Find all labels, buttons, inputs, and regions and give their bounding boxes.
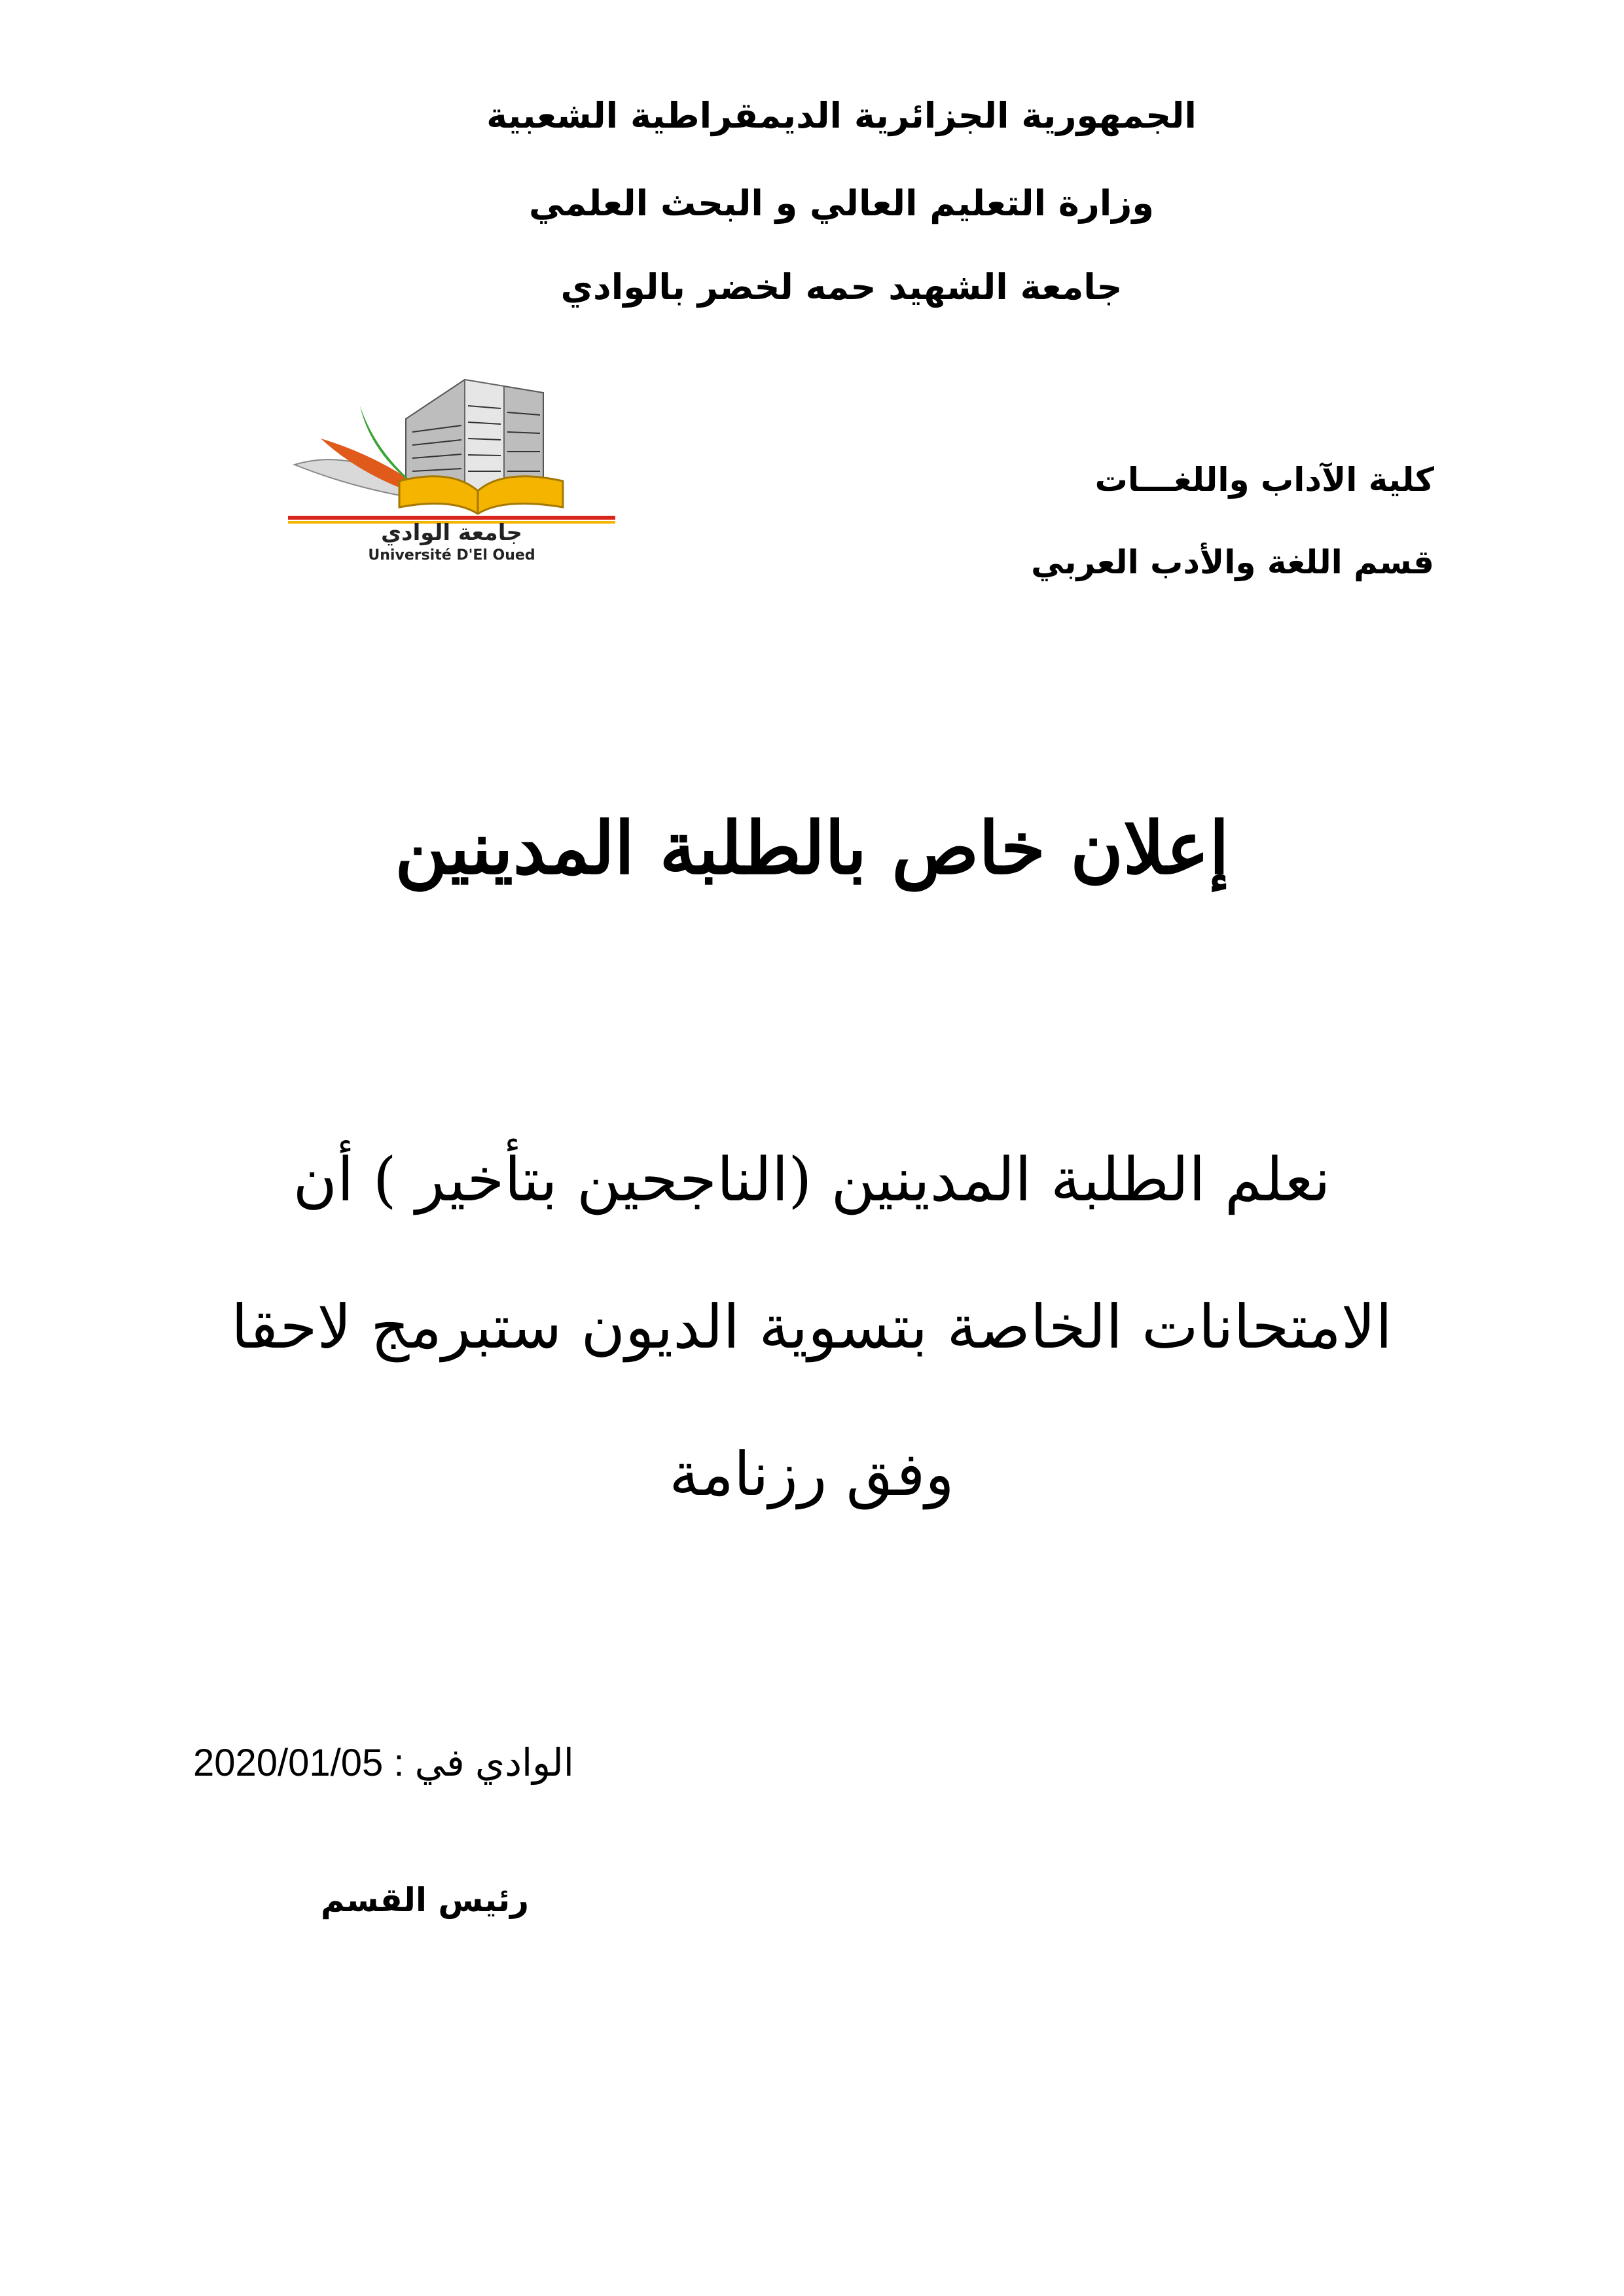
announcement-body xyxy=(170,1106,1453,1548)
section-name: قسم اللغة والأدب العربي xyxy=(1031,543,1434,581)
body-line: نعلم الطلبة المدينين (الناجحين بتأخير ) أن xyxy=(293,1145,1331,1215)
faculty-name: كلية الآداب واللغـــات xyxy=(1094,461,1434,499)
logo-arabic-name: جامعة الوادي xyxy=(381,520,522,546)
date-value: 2020/01/05 xyxy=(193,1742,384,1784)
date-label: الوادي في : xyxy=(393,1742,574,1784)
body-line: وفق رزنامة xyxy=(669,1439,954,1509)
announcement-title: إعلان خاص بالطلبة المدينين xyxy=(395,806,1229,890)
logo-latin-name: Université D'El Oued xyxy=(368,547,535,563)
signature-title: رئيس القسم xyxy=(321,1881,530,1919)
header-republic: الجمهورية الجزائرية الديمقراطية الشعبية xyxy=(486,95,1197,136)
body-line: الامتحانات الخاصة بتسوية الديون ستبرمج لاحقا xyxy=(231,1292,1392,1362)
date-line xyxy=(193,1744,574,1782)
header-ministry: وزارة التعليم العالي و البحث العلمي xyxy=(529,183,1154,224)
university-logo xyxy=(281,367,622,563)
building-icon xyxy=(406,380,543,491)
header-university: جامعة الشهيد حمه لخضر بالوادي xyxy=(560,266,1123,308)
